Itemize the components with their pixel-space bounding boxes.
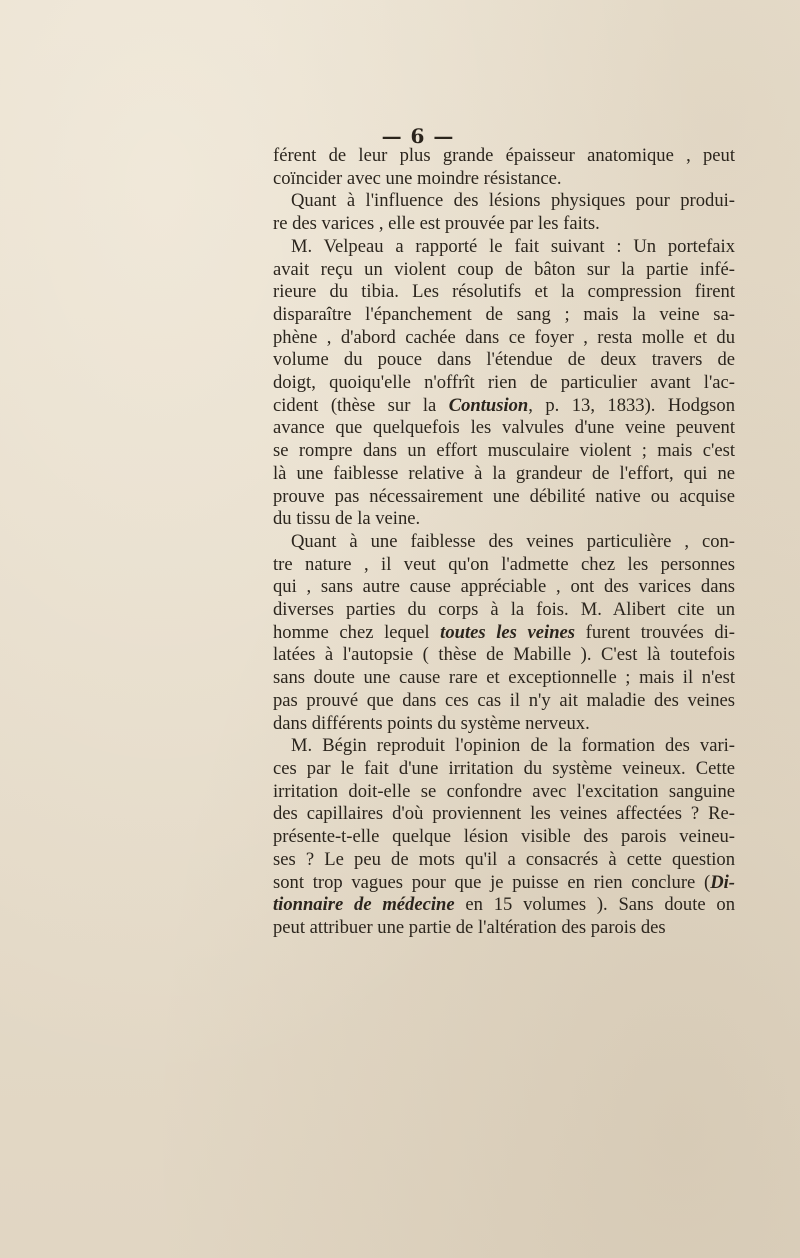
text-segment: cident (thèse sur la [273,394,449,416]
text-line: présente-t-elle quelque lésion visible des parois veineu- [273,826,735,848]
text-line-mixed [273,872,735,895]
text-line: latées à l'autopsie ( thèse de Mabille ). C'est là toutefois [273,644,735,666]
text-line: irritation doit-elle se confondre avec l'excitation sanguine [273,780,735,802]
text-line: tre nature , il veut qu'on l'admette chez les personnes [273,553,735,575]
text-segment: homme chez lequel [273,621,441,643]
text-line: Quant à une faiblesse des veines particulière , con- [291,530,735,552]
paragraph-2 [273,190,735,235]
italic-title: Contusion [448,394,529,416]
text-line: volume du pouce dans l'étendue de deux travers de [273,349,735,371]
text-line: avance que quelquefois les valvules d'une veine peuvent [273,417,735,439]
text-line: diverses parties du corps à la fois. M. Alibert cite un [273,599,735,621]
italic-phrase: toutes les veines [440,621,576,643]
text-line: du tissu de la veine. [273,508,421,530]
text-segment: furent trouvées di- [575,621,735,643]
text-line: ces par le fait d'une irritation du système veineux. Cette [273,757,735,779]
text-line: pas prouvé que dans ces cas il n'y ait maladie des veines [273,689,735,711]
text-line: re des varices , elle est prouvée par les faits. [273,213,600,235]
text-line: coïncider avec une moindre résistance. [273,167,562,189]
paragraph-3 [273,236,735,531]
text-line: peut attribuer une partie de l'altération des parois des [273,916,666,938]
text-line: dans différents points du système nerveux. [273,712,590,734]
text-line: M. Bégin reproduit l'opinion de la formation des vari- [291,735,735,757]
text-line: phène , d'abord cachée dans ce foyer , resta molle et du [273,326,735,348]
text-line-mixed [273,622,735,645]
text-line-mixed [273,894,735,917]
text-segment: , p. 13, 1833). Hodgson [528,394,735,416]
page-number: — 6 — [381,124,455,148]
text-line: se rompre dans un effort musculaire violent ; mais c'est [273,440,735,462]
italic-title: Di- [710,871,735,893]
text-segment: en 15 volumes ). Sans doute on [454,894,735,916]
text-line: Quant à l'influence des lésions physiques pour produi- [291,190,735,212]
text-segment: sont trop vagues pour que je puisse en rien conclure ( [273,871,711,893]
text-line: doigt, quoiqu'elle n'offrît rien de particulier avant l'ac- [273,372,735,394]
text-line: ses ? Le peu de mots qu'il a consacrés à cette question [273,848,735,870]
text-line: M. Velpeau a rapporté le fait suivant : Un portefaix [291,235,735,257]
text-line: des capillaires d'où proviennent les veines affectées ? Re- [273,803,735,825]
body-text [273,145,735,940]
italic-title: tionnaire de médecine [273,894,455,916]
text-line: là une faiblesse relative à la grandeur de l'effort, qui ne [273,462,735,484]
text-line: avait reçu un violent coup de bâton sur la partie infé- [273,258,735,280]
paragraph-5 [273,735,735,939]
paragraph-4 [273,531,735,735]
text-line: prouve pas nécessairement une débilité native ou acquise [273,485,735,507]
text-line: férent de leur plus grande épaisseur anatomique , peut [273,145,735,166]
text-line: sans doute une cause rare et exceptionnelle ; mais il n'est [273,667,735,689]
text-line: qui , sans autre cause appréciable , ont des varices dans [273,576,735,598]
text-line: rieure du tibia. Les résolutifs et la compression firent [273,281,735,303]
text-line: disparaître l'épanchement de sang ; mais la veine sa- [273,303,735,325]
text-line-mixed [273,395,735,418]
paragraph-1 [273,145,735,190]
